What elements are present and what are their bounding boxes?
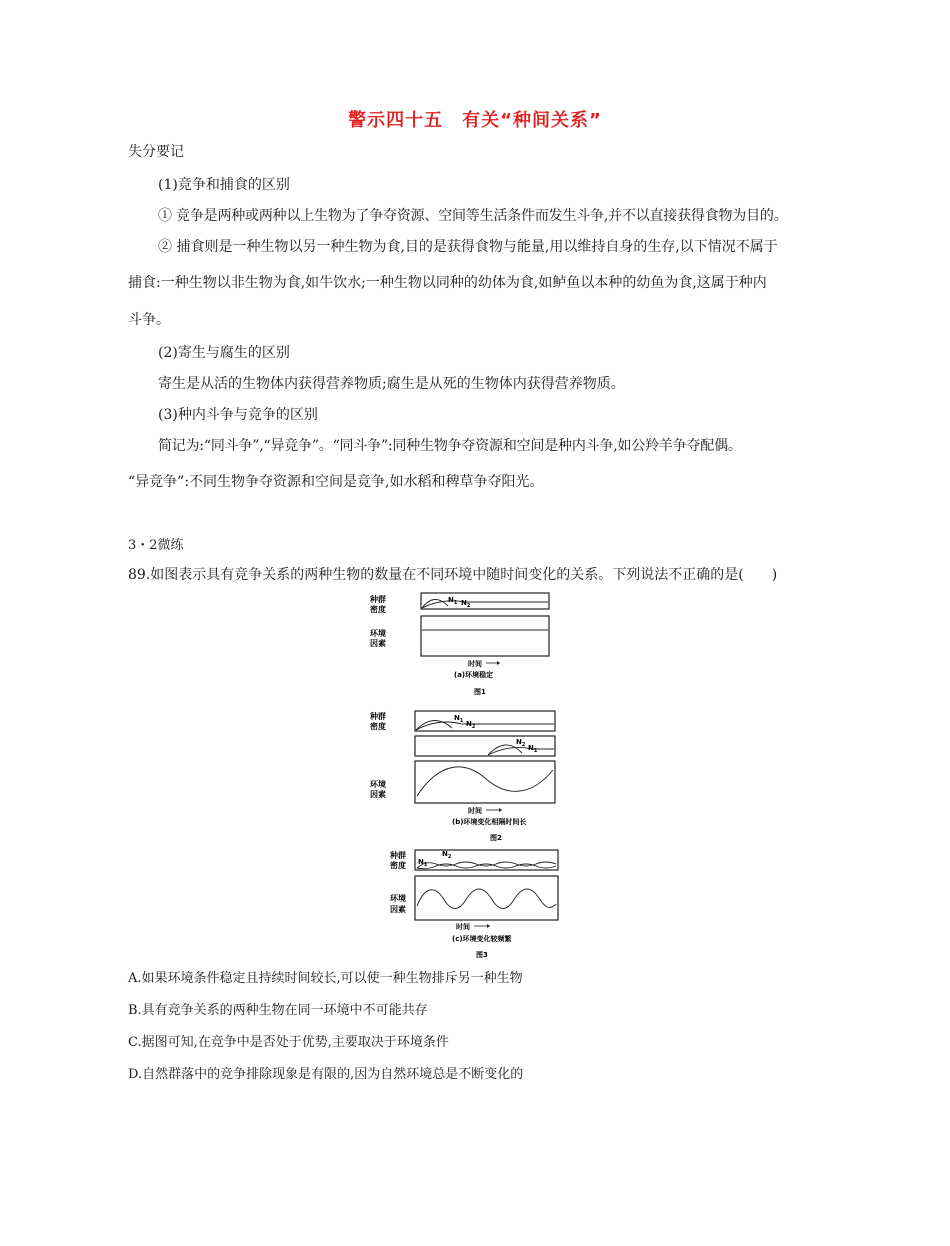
fig3-xlabel: 时间: [456, 923, 470, 931]
figure-3: [360, 846, 570, 964]
fig2-ylabel-density-2: 密度: [370, 722, 386, 731]
question-stem: 89.如图表示具有竞争关系的两种生物的数量在不同环境中随时间变化的关系。下列说法不正确的是( ): [128, 567, 778, 583]
paragraph-predation-line3: 斗争。: [128, 312, 170, 328]
option-b: B.具有竞争关系的两种生物在同一环境中不可能共存: [128, 1003, 428, 1018]
section-heading-practice: 3・2微练: [128, 538, 184, 553]
paragraph-intraspecific-line1: 简记为:“同斗争”,“异竞争”。“同斗争”:同种生物争夺资源和空间是种内斗争,如公羚羊争夺配偶。: [158, 438, 742, 454]
fig2-density-box-1: [415, 711, 555, 731]
fig2-curve-n1-b: [488, 747, 554, 755]
fig2-label-n2b: $N_2$: [516, 738, 526, 748]
fig3-ylabel-density-2: 密度: [390, 861, 406, 870]
fig2-xlabel: 时间: [468, 807, 482, 815]
paragraph-intraspecific-heading: (3)种内斗争与竞争的区别: [158, 407, 318, 423]
fig3-title: 图3: [476, 951, 488, 959]
option-d: D.自然群落中的竞争排除现象是有限的,因为自然环境总是不断变化的: [128, 1067, 524, 1082]
fig2-title: 图2: [490, 834, 502, 842]
page-title: 警示四十五 有关“种间关系”: [348, 110, 602, 131]
paragraph-parasitism-body: 寄生是从活的生物体内获得营养物质;腐生是从死的生物体内获得营养物质。: [158, 376, 625, 392]
fig3-env-curve: [417, 889, 556, 909]
fig2-curve-n2-b: [488, 745, 522, 755]
fig2-label-n2: $N_2$: [466, 720, 476, 730]
fig3-time-arrowhead: [487, 924, 490, 928]
fig2-curve-n2-a: [416, 722, 554, 730]
figure-2: [360, 706, 570, 846]
fig1-ylabel-density-1: 种群: [370, 595, 386, 604]
fig3-label-n2: $N_2$: [442, 850, 452, 860]
fig3-label-n1: $N_1$: [418, 858, 428, 868]
fig1-curve-n2: [422, 601, 548, 608]
fig3-env-box: [415, 876, 558, 920]
paragraph-intraspecific-line2: “异竞争”:不同生物争夺资源和空间是竞争,如水稻和稗草争夺阳光。: [128, 474, 544, 490]
fig3-ylabel-density-1: 种群: [390, 851, 406, 860]
fig1-time-arrowhead: [497, 661, 500, 665]
fig3-caption: (c)环境变化较频繁: [452, 935, 512, 943]
fig1-title: 图1: [474, 688, 486, 696]
option-c: C.据图可知,在竞争中是否处于优势,主要取决于环境条件: [128, 1035, 449, 1050]
fig2-env-curve: [417, 767, 553, 796]
fig1-xlabel: 时间: [468, 660, 482, 668]
fig1-label-n2: $N_2$: [461, 599, 471, 609]
fig2-caption: (b)环境变化相隔时间长: [452, 818, 527, 826]
fig2-label-n1: $N_1$: [454, 714, 464, 724]
fig1-ylabel-env-1: 环境: [370, 629, 386, 638]
fig1-env-box: [421, 616, 549, 656]
fig2-ylabel-density-1: 种群: [370, 712, 386, 721]
fig3-ylabel-env-1: 环境: [390, 894, 406, 903]
fig2-time-arrowhead: [499, 808, 502, 812]
figure-1: [360, 590, 560, 702]
fig1-caption: (a)环境稳定: [454, 671, 494, 679]
fig1-density-box: [421, 593, 549, 609]
paragraph-predation-line2: 捕食:一种生物以非生物为食,如牛饮水;一种生物以同种的幼体为食,如鲈鱼以本种的幼鱼为食,这属于种内: [128, 275, 767, 291]
section-heading-notes: 失分要记: [128, 144, 184, 160]
fig2-ylabel-env-1: 环境: [370, 780, 386, 789]
fig2-ylabel-env-2: 因素: [370, 790, 386, 799]
paragraph-competition-vs-predation: (1)竞争和捕食的区别: [158, 177, 290, 193]
paragraph-parasitism-heading: (2)寄生与腐生的区别: [158, 345, 290, 361]
fig1-curve-n1: [422, 599, 448, 608]
fig2-env-box: [415, 761, 555, 803]
paragraph-competition-definition: ① 竞争是两种或两种以上生物为了争夺资源、空间等生活条件而发生斗争,并不以直接获得食物为目的。: [158, 208, 788, 224]
fig3-density-box: [415, 850, 558, 870]
fig3-ylabel-env-2: 因素: [390, 905, 406, 914]
paragraph-predation-line1: ② 捕食则是一种生物以另一种生物为食,目的是获得食物与能量,用以维持自身的生存,以下情况不属于: [158, 239, 778, 255]
fig2-label-n1b: $N_1$: [528, 744, 538, 754]
fig1-ylabel-env-2: 因素: [370, 639, 386, 648]
fig1-label-n1: $N_1$: [448, 596, 458, 606]
option-a: A.如果环境条件稳定且持续时间较长,可以使一种生物排斥另一种生物: [128, 971, 523, 986]
fig1-ylabel-density-2: 密度: [370, 605, 386, 614]
